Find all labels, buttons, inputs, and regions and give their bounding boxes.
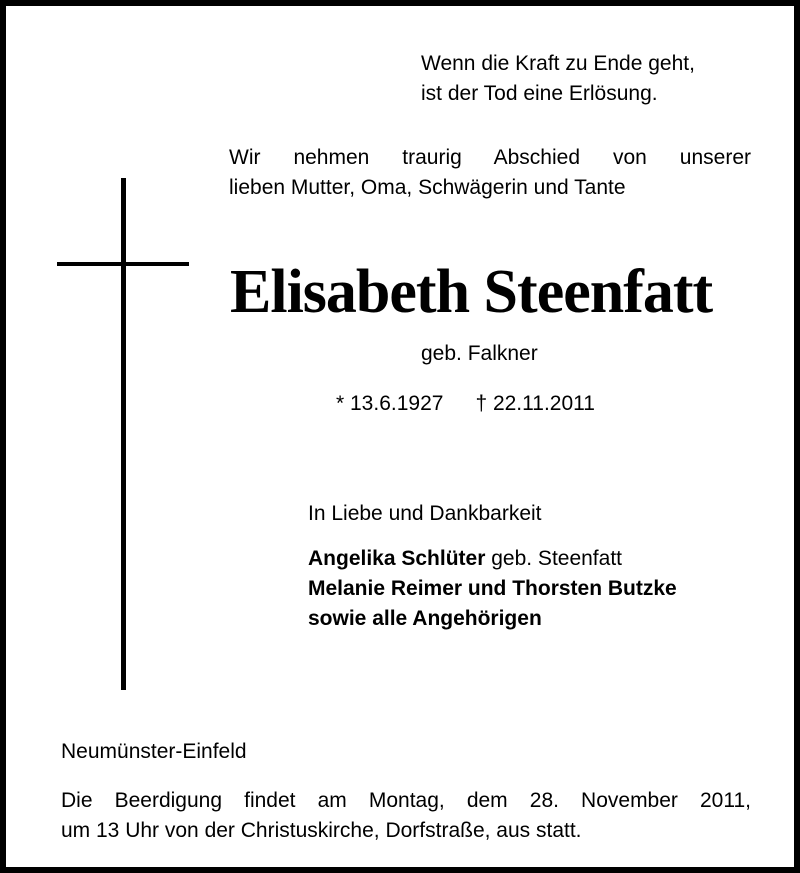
life-dates — [336, 389, 595, 419]
signer-line-3: sowie alle Angehörigen — [308, 607, 542, 630]
signer-line-1 — [308, 544, 677, 574]
place: Neumünster-Einfeld — [61, 740, 247, 763]
funeral-line-1: Die Beerdigung findet am Montag, dem 28. November 2011, — [61, 789, 751, 812]
motto-line-2: ist der Tod eine Erlösung. — [421, 82, 658, 105]
signer-name-1-suffix: geb. Steenfatt — [485, 547, 622, 570]
closing-phrase: In Liebe und Dankbarkeit — [308, 502, 542, 525]
intro-text — [229, 143, 751, 203]
signer-line-2: Melanie Reimer und Thorsten Butzke — [308, 577, 677, 600]
birth-name: geb. Falkner — [421, 342, 538, 365]
cross-icon — [121, 178, 126, 690]
death-date: † 22.11.2011 — [475, 392, 595, 415]
funeral-info — [61, 786, 751, 846]
signers — [308, 544, 677, 634]
intro-line-1: Wir nehmen traurig Abschied von unserer — [229, 146, 751, 169]
cross-icon-bar — [57, 262, 189, 266]
signer-name-1: Angelika Schlüter — [308, 547, 486, 570]
deceased-name: Elisabeth Steenfatt — [230, 258, 713, 326]
birth-date: * 13.6.1927 — [336, 392, 444, 415]
intro-line-2: lieben Mutter, Oma, Schwägerin und Tante — [229, 176, 626, 199]
motto-line-1: Wenn die Kraft zu Ende geht, — [421, 52, 695, 75]
funeral-line-2: um 13 Uhr von der Christuskirche, Dorfstraße, aus statt. — [61, 819, 582, 842]
motto — [421, 49, 695, 109]
